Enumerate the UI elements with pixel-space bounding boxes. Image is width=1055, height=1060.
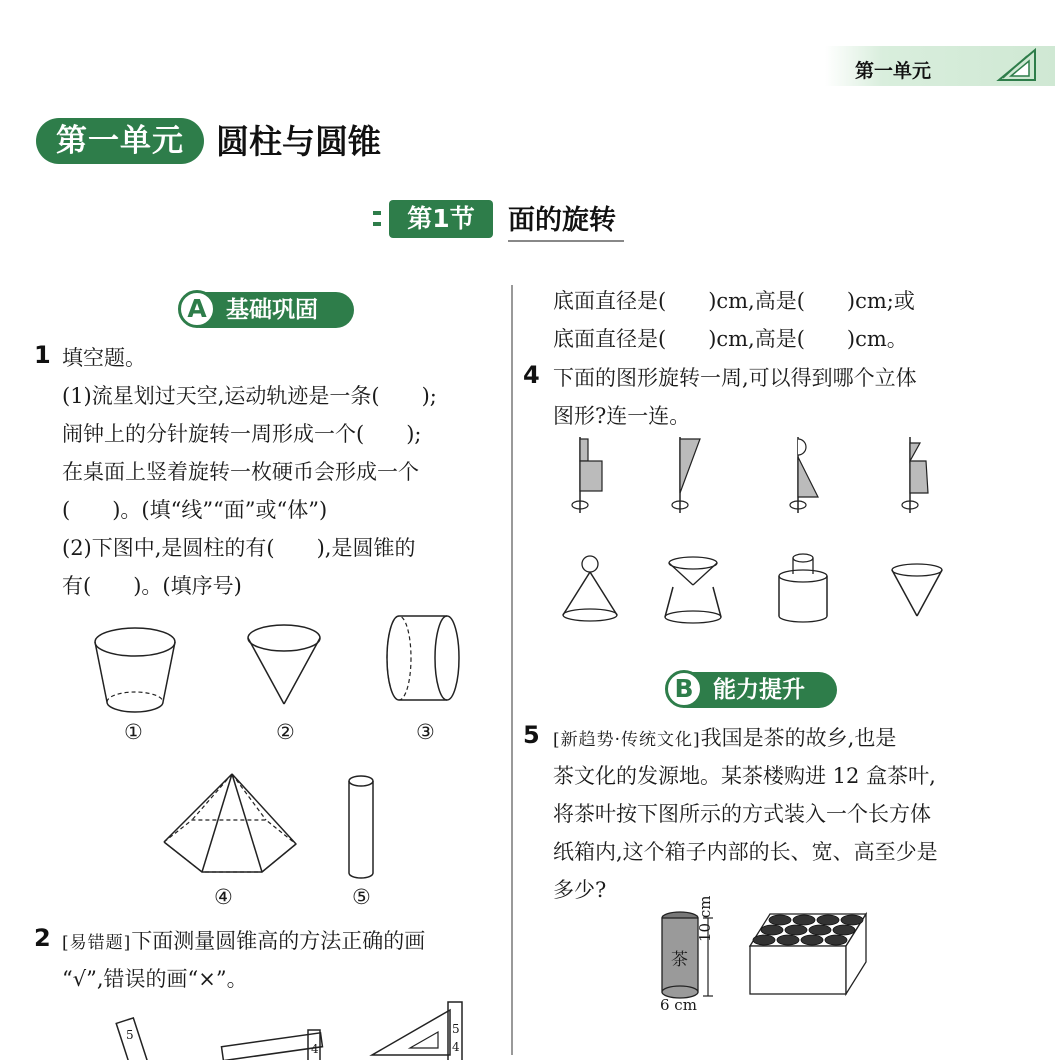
question-line: 在桌面上竖着旋转一枚硬币会形成一个 [62, 460, 419, 484]
unit-title: 圆柱与圆锥 [216, 122, 381, 161]
height-label: 10 cm [696, 895, 714, 942]
question-line: 多少? [553, 878, 607, 902]
diameter-label: 6 cm [660, 996, 697, 1014]
tea-can-label: 茶 [671, 950, 688, 970]
question-line: 下面的图形旋转一周,可以得到哪个立体 [553, 366, 917, 390]
column-divider [511, 285, 513, 1055]
thin-cylinder-figure [347, 773, 377, 883]
figure-label: ① [124, 720, 143, 744]
question-number: 2 [34, 924, 51, 952]
question-number: 1 [34, 341, 51, 369]
ruler-mark: 5 [126, 1028, 134, 1042]
solid-cone-frustum [663, 555, 723, 625]
part-b-letter: B [665, 670, 703, 708]
section-badge: 第1节 [389, 200, 493, 238]
frustum-figure [90, 620, 180, 720]
figure-label: ④ [214, 885, 233, 909]
question-line: 茶文化的发源地。某茶楼购进 12 盒茶叶, [553, 764, 936, 788]
question-line: ( )。(填“线”“面”或“体”) [62, 498, 328, 522]
figure-label: ③ [416, 720, 435, 744]
question-line [62, 925, 425, 955]
header-unit-label: 第一单元 [855, 60, 932, 82]
figure-label: ⑤ [352, 885, 371, 909]
question-line: (1)流星划过天空,运动轨迹是一条( ); [62, 384, 437, 408]
pyramid-figure [162, 772, 302, 892]
unit-badge: 第一单元 [36, 118, 204, 164]
cone-figure [246, 620, 326, 710]
question-text: 下面测量圆锥高的方法正确的画 [131, 929, 426, 953]
question-line: 将茶叶按下图所示的方式装入一个长方体 [553, 802, 931, 826]
question-line: (2)下图中,是圆柱的有( ),是圆锥的 [62, 536, 416, 560]
part-a-letter: A [178, 290, 216, 328]
rotation-shape-3 [786, 437, 826, 517]
question-number: 5 [523, 721, 540, 749]
question-line: 图形?连一连。 [553, 404, 691, 428]
ruler-mark: 5 [452, 1022, 460, 1036]
rotation-shape-4 [898, 437, 938, 517]
part-b-title: 能力提升 [713, 677, 805, 703]
ruler-mark: 4 [452, 1040, 460, 1054]
figure-label: ② [276, 720, 295, 744]
section-deco-icon [373, 209, 385, 229]
question-text: 我国是茶的故乡,也是 [700, 726, 897, 750]
question-tag: [新趋势·传统文化] [553, 730, 701, 750]
question-line [553, 722, 896, 752]
question-line: 底面直径是( )cm,高是( )cm。 [553, 327, 908, 351]
solid-inverted-cone [890, 562, 950, 622]
rotation-shape-1 [568, 437, 608, 517]
question-line: 有( )。(填序号) [62, 574, 242, 598]
part-a-title: 基础巩固 [226, 297, 318, 323]
solid-stacked-cylinders [776, 552, 836, 627]
question-tag: [易错题] [62, 933, 132, 953]
question-line: 纸箱内,这个箱子内部的长、宽、高至少是 [553, 840, 938, 864]
rotation-shape-2 [668, 437, 708, 517]
set-square-icon [997, 48, 1037, 82]
section-title: 面的旋转 [508, 198, 624, 242]
question-line: 闹钟上的分针旋转一周形成一个( ); [62, 422, 422, 446]
question-line: 底面直径是( )cm,高是( )cm;或 [553, 289, 915, 313]
part-b-header [669, 672, 837, 708]
page-header-band [825, 46, 1055, 86]
question-title: 填空题。 [62, 346, 146, 370]
ruler-mark: 4 [311, 1042, 319, 1056]
solid-ball-cone [560, 555, 620, 625]
question-number: 4 [523, 361, 540, 389]
part-a-header [182, 292, 354, 328]
tea-box-figure [748, 910, 878, 1000]
question-line: “√”,错误的画“×”。 [62, 967, 248, 991]
cylinder-figure [385, 610, 465, 710]
ruler-figures [110, 1000, 490, 1060]
